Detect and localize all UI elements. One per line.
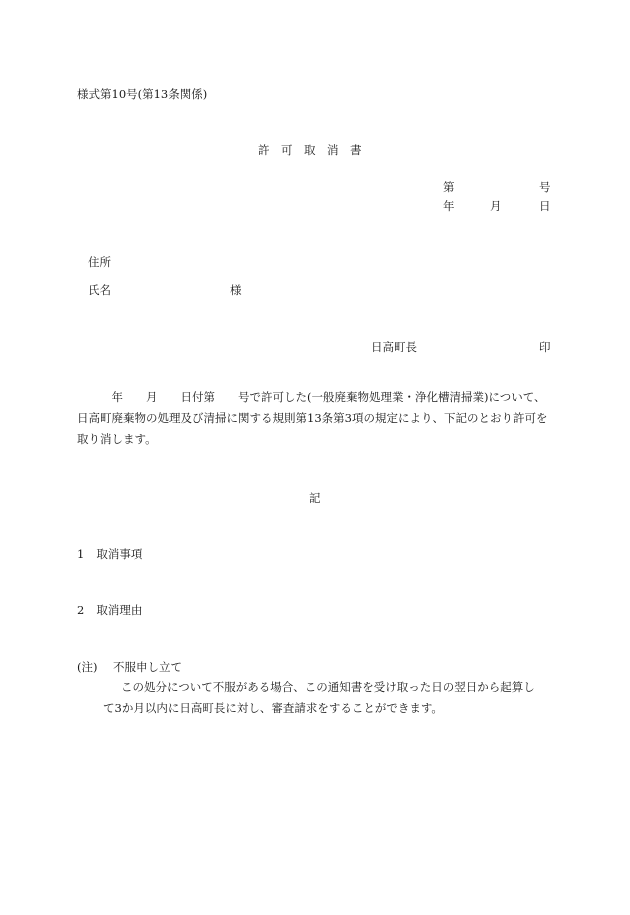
recipient-honorific: 様 [230, 283, 242, 297]
item-2 [77, 603, 142, 617]
issuer-name: 日高町長 [371, 340, 417, 354]
issuer-seal: 印 [539, 340, 551, 354]
note-body [103, 677, 553, 719]
item-label: 取消事項 [96, 547, 143, 561]
item-number: 2 [77, 603, 85, 617]
date-month: 月 [490, 199, 502, 213]
date-year: 年 [443, 199, 455, 213]
item-1 [77, 547, 142, 561]
body-line-3: 取り消します。 [77, 432, 157, 446]
doc-number-suffix: 号 [539, 180, 551, 194]
item-label: 取消理由 [96, 603, 143, 617]
ki-heading: 記 [309, 491, 321, 505]
doc-number-prefix: 第 [443, 180, 455, 194]
recipient-address-label: 住所 [88, 255, 111, 269]
body-line-2: 日高町廃棄物の処理及び清掃に関する規則第13条第3項の規定により、下記のとおり許可を [77, 411, 548, 425]
document-title: 許 可 取 消 書 [258, 143, 362, 157]
item-number: 1 [77, 547, 85, 561]
form-number: 様式第10号(第13条関係) [77, 87, 208, 101]
body-paragraph [77, 387, 553, 450]
recipient-name-label: 氏名 [88, 283, 111, 297]
note-line-1: この処分について不服がある場合、この通知書を受け取った日の翌日から起算し [121, 680, 535, 694]
note-heading: 不服申し立て [113, 660, 182, 674]
note-marker: (注) [77, 660, 98, 674]
body-line-1: 年 月 日付第 号で許可した(一般廃棄物処理業・浄化槽清掃業)について、 [77, 390, 546, 404]
note-line-2: て3か月以内に日高町長に対し、審査請求をすることができます。 [103, 701, 443, 715]
date-day: 日 [539, 199, 551, 213]
